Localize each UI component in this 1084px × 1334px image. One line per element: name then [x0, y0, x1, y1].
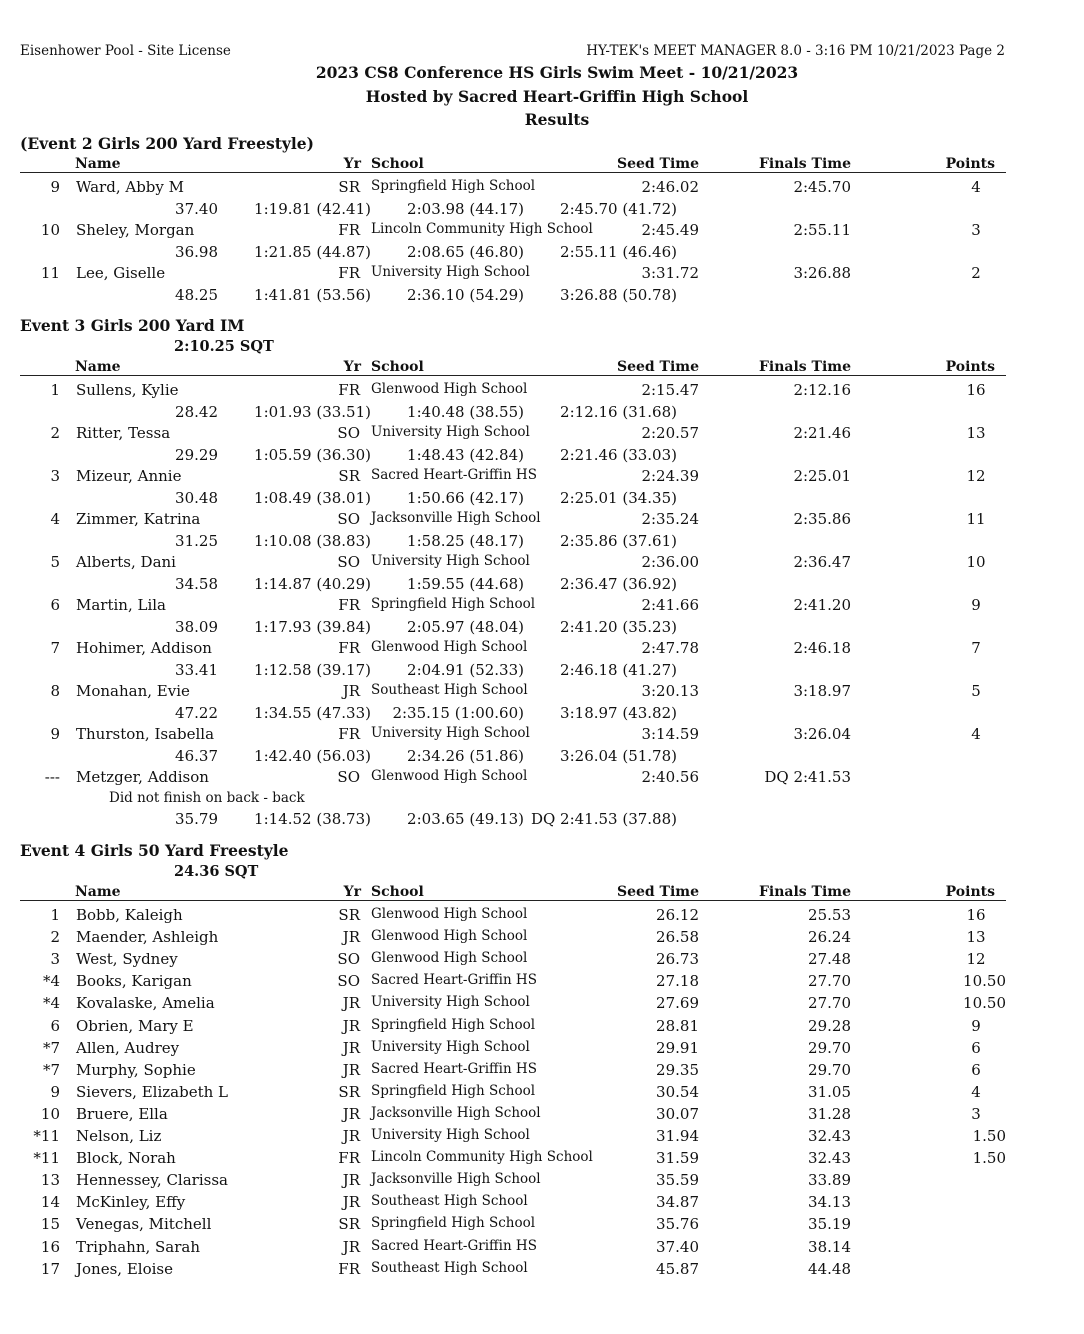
split-200: 2:35.86 (37.61)	[560, 531, 677, 550]
split-200: 2:36.47 (36.92)	[560, 574, 677, 593]
finals-time: 31.05	[808, 1082, 851, 1101]
school-name: University High School	[371, 264, 530, 280]
swimmer-name: McKinley, Effy	[76, 1193, 186, 1212]
points: 13	[966, 928, 986, 947]
school-name: Glenwood High School	[371, 928, 528, 945]
split-200: 2:41.20 (35.23)	[560, 617, 677, 636]
col-header-points: Points	[945, 359, 995, 375]
school-name: Southeast High School	[371, 682, 528, 698]
split-200: 2:12.16 (31.68)	[560, 402, 677, 421]
split-200: 3:18.97 (43.82)	[560, 703, 677, 722]
school-name: Sacred Heart-Griffin HS	[371, 972, 537, 989]
split-150: 2:36.10 (54.29)	[407, 285, 524, 304]
school-name: Jacksonville High School	[371, 1171, 541, 1188]
place: 9	[50, 725, 60, 743]
class-year: JR	[342, 1104, 360, 1123]
finals-time: 2:12.16	[793, 381, 851, 399]
col-header-yr: Yr	[343, 359, 361, 375]
swimmer-name: Obrien, Mary E	[76, 1016, 194, 1035]
place: 1	[50, 906, 60, 924]
school-name: Springfield High School	[371, 178, 536, 194]
points: 11	[966, 510, 986, 528]
class-year: FR	[338, 221, 360, 239]
swimmer-name: Books, Karigan	[76, 972, 192, 991]
place: 16	[40, 1237, 60, 1256]
points: 10.50	[963, 972, 1006, 991]
seed-time: 2:36.00	[641, 553, 699, 571]
place: *4	[42, 972, 60, 991]
class-year: FR	[338, 1149, 360, 1168]
split-100: 1:12.58 (39.17)	[254, 660, 371, 679]
points: 3	[971, 1104, 981, 1123]
seed-time: 26.73	[656, 950, 699, 969]
split-100: 1:42.40 (56.03)	[254, 746, 371, 765]
class-year: FR	[338, 639, 360, 657]
split-100: 1:08.49 (38.01)	[254, 488, 371, 507]
swimmer-name: Ward, Abby M	[76, 178, 185, 196]
split-200: 2:45.70 (41.72)	[560, 199, 677, 218]
split-100: 1:01.93 (33.51)	[254, 402, 371, 421]
seed-time: 31.94	[656, 1127, 699, 1145]
col-header-school: School	[371, 359, 424, 375]
split-50: 38.09	[175, 617, 218, 636]
col-header-name: Name	[75, 359, 121, 375]
split-50: 47.22	[175, 703, 218, 722]
split-150: 2:34.26 (51.86)	[407, 746, 524, 765]
split-150: 1:50.66 (42.17)	[407, 488, 524, 507]
split-150: 2:04.91 (52.33)	[407, 660, 524, 679]
points: 12	[966, 950, 986, 969]
split-100: 1:14.87 (40.29)	[254, 574, 371, 593]
finals-time: 2:36.47	[793, 553, 851, 571]
software-stamp: HY-TEK's MEET MANAGER 8.0 - 3:16 PM 10/21/2023 Page 2	[586, 43, 1005, 59]
finals-time: 3:26.88	[793, 264, 851, 282]
class-year: SR	[338, 1082, 360, 1101]
col-header-name: Name	[75, 884, 121, 900]
place: 17	[40, 1259, 60, 1278]
points: 12	[966, 467, 986, 485]
col-header-points: Points	[945, 884, 995, 900]
split-50: 33.41	[175, 660, 218, 679]
finals-time: 2:45.70	[793, 178, 851, 196]
finals-time: 29.70	[808, 1038, 851, 1057]
finals-time: 25.53	[808, 906, 851, 924]
split-150: 2:05.97 (48.04)	[407, 617, 524, 636]
points: 6	[971, 1038, 981, 1057]
seed-time: 3:31.72	[641, 264, 699, 282]
meet-title: 2023 CS8 Conference HS Girls Swim Meet - 10/21/2023	[315, 63, 799, 82]
class-year: JR	[342, 994, 360, 1013]
swimmer-name: Monahan, Evie	[76, 682, 190, 700]
points: 10	[966, 553, 986, 571]
seed-time: 2:15.47	[641, 381, 699, 399]
split-100: 1:10.08 (38.83)	[254, 531, 371, 550]
seed-time: 26.58	[656, 928, 699, 947]
col-header-finals: Finals Time	[758, 359, 851, 375]
swimmer-name: Lee, Giselle	[76, 264, 166, 282]
qualifying-standard: 2:10.25 SQT	[174, 338, 274, 355]
split-100: 1:19.81 (42.41)	[254, 199, 371, 218]
place: *11	[33, 1127, 60, 1145]
points: 10.50	[963, 994, 1006, 1013]
points: 16	[966, 906, 986, 924]
col-header-yr: Yr	[343, 156, 361, 172]
class-year: SR	[338, 906, 360, 924]
split-150: 2:03.98 (44.17)	[407, 199, 524, 218]
place: 9	[50, 1082, 60, 1101]
place: ---	[44, 768, 60, 786]
split-200: 2:55.11 (46.46)	[560, 242, 677, 261]
swimmer-name: Mizeur, Annie	[76, 467, 182, 485]
school-name: University High School	[371, 725, 530, 741]
split-150: 2:08.65 (46.80)	[407, 242, 524, 261]
split-50: 30.48	[175, 488, 218, 507]
finals-time: 29.70	[808, 1060, 851, 1079]
school-name: Sacred Heart-Griffin HS	[371, 1237, 537, 1254]
swimmer-name: Zimmer, Katrina	[76, 510, 201, 528]
finals-time: 31.28	[808, 1104, 851, 1123]
swimmer-name: Hohimer, Addison	[76, 639, 212, 657]
swimmer-name: Murphy, Sophie	[76, 1060, 196, 1079]
split-50: 35.79	[175, 809, 218, 828]
place: *7	[42, 1060, 60, 1079]
seed-time: 34.87	[656, 1193, 699, 1212]
split-200: 3:26.04 (51.78)	[560, 746, 677, 765]
header-rule	[20, 900, 1006, 901]
split-200: 3:26.88 (50.78)	[560, 285, 677, 304]
swimmer-name: Nelson, Liz	[76, 1127, 162, 1145]
split-200: 2:46.18 (41.27)	[560, 660, 677, 679]
col-header-school: School	[371, 156, 424, 172]
seed-time: 29.35	[656, 1060, 699, 1079]
class-year: JR	[342, 1016, 360, 1035]
split-150: 1:59.55 (44.68)	[407, 574, 524, 593]
points: 7	[971, 639, 981, 657]
points: 2	[971, 264, 981, 282]
split-100: 1:17.93 (39.84)	[254, 617, 371, 636]
seed-time: 29.91	[656, 1038, 699, 1057]
split-150: 2:35.15 (1:00.60)	[392, 703, 524, 722]
finals-time: 2:55.11	[793, 221, 851, 239]
split-100: 1:34.55 (47.33)	[254, 703, 371, 722]
school-name: Jacksonville High School	[371, 1104, 541, 1121]
seed-time: 45.87	[656, 1259, 699, 1278]
class-year: FR	[338, 264, 360, 282]
school-name: Southeast High School	[371, 1259, 528, 1276]
points: 13	[966, 424, 986, 442]
points: 9	[971, 1016, 981, 1035]
seed-time: 35.59	[656, 1171, 699, 1190]
place: 15	[40, 1215, 60, 1234]
school-name: Springfield High School	[371, 596, 536, 612]
event-title: (Event 2 Girls 200 Yard Freestyle)	[20, 134, 314, 153]
split-50: 34.58	[175, 574, 218, 593]
place: 1	[50, 381, 60, 399]
place: 6	[50, 596, 60, 614]
finals-time: 2:25.01	[793, 467, 851, 485]
class-year: JR	[342, 1060, 360, 1079]
class-year: JR	[342, 1171, 360, 1190]
seed-time: 28.81	[656, 1016, 699, 1035]
split-200: DQ 2:41.53 (37.88)	[530, 809, 677, 828]
place: 6	[50, 1016, 60, 1035]
school-name: Glenwood High School	[371, 906, 528, 922]
finals-time: 26.24	[808, 928, 851, 947]
class-year: FR	[338, 725, 360, 743]
points: 4	[971, 725, 981, 743]
class-year: JR	[342, 1193, 360, 1212]
split-150: 2:03.65 (49.13)	[407, 809, 524, 828]
finals-time: 32.43	[808, 1149, 851, 1168]
school-name: Springfield High School	[371, 1016, 536, 1033]
col-header-seed: Seed Time	[616, 359, 699, 375]
class-year: FR	[338, 381, 360, 399]
seed-time: 27.18	[656, 972, 699, 991]
finals-time: 33.89	[808, 1171, 851, 1190]
finals-time: 27.70	[808, 994, 851, 1013]
split-100: 1:41.81 (53.56)	[254, 285, 371, 304]
school-name: Lincoln Community High School	[371, 221, 593, 237]
split-150: 1:48.43 (42.84)	[407, 445, 524, 464]
place: 4	[50, 510, 60, 528]
swimmer-name: Maender, Ashleigh	[76, 928, 219, 947]
school-name: Jacksonville High School	[371, 510, 541, 526]
split-100: 1:05.59 (36.30)	[254, 445, 371, 464]
class-year: JR	[342, 1038, 360, 1057]
class-year: SR	[338, 1215, 360, 1234]
split-200: 2:21.46 (33.03)	[560, 445, 677, 464]
event-title: Event 3 Girls 200 Yard IM	[20, 316, 245, 335]
finals-time: 2:41.20	[793, 596, 851, 614]
points: 4	[971, 1082, 981, 1101]
school-name: University High School	[371, 994, 530, 1011]
swimmer-name: Allen, Audrey	[76, 1038, 180, 1057]
school-name: Glenwood High School	[371, 381, 528, 397]
finals-time: 35.19	[808, 1215, 851, 1234]
school-name: University High School	[371, 553, 530, 569]
split-50: 28.42	[175, 402, 218, 421]
finals-time: 32.43	[808, 1127, 851, 1145]
swimmer-name: Sullens, Kylie	[76, 381, 179, 399]
seed-time: 3:14.59	[641, 725, 699, 743]
split-50: 37.40	[175, 199, 218, 218]
seed-time: 2:40.56	[641, 768, 699, 786]
seed-time: 2:47.78	[641, 639, 699, 657]
class-year: SO	[337, 553, 360, 571]
split-50: 36.98	[175, 242, 218, 261]
host-line: Hosted by Sacred Heart-Griffin High School	[365, 87, 749, 106]
col-header-school: School	[371, 884, 424, 900]
seed-time: 2:41.66	[641, 596, 699, 614]
points: 1.50	[972, 1127, 1006, 1145]
school-name: University High School	[371, 1038, 530, 1055]
points: 4	[971, 178, 981, 196]
split-150: 1:58.25 (48.17)	[407, 531, 524, 550]
results-heading: Results	[524, 110, 590, 129]
swimmer-name: Bobb, Kaleigh	[76, 906, 183, 924]
school-name: Sacred Heart-Griffin HS	[371, 1060, 537, 1077]
seed-time: 3:20.13	[641, 682, 699, 700]
col-header-seed: Seed Time	[616, 156, 699, 172]
col-header-yr: Yr	[343, 884, 361, 900]
points: 9	[971, 596, 981, 614]
class-year: JR	[342, 1127, 360, 1145]
event-title: Event 4 Girls 50 Yard Freestyle	[20, 841, 289, 860]
finals-time: 3:18.97	[793, 682, 851, 700]
seed-time: 31.59	[656, 1149, 699, 1168]
school-name: Glenwood High School	[371, 950, 528, 967]
points: 16	[966, 381, 986, 399]
school-name: Springfield High School	[371, 1082, 536, 1099]
swimmer-name: Bruere, Ella	[76, 1104, 168, 1123]
place: 10	[40, 221, 60, 239]
swimmer-name: Ritter, Tessa	[76, 424, 171, 442]
finals-time: 27.48	[808, 950, 851, 969]
class-year: SO	[337, 950, 360, 969]
school-name: Springfield High School	[371, 1215, 536, 1232]
class-year: JR	[342, 1237, 360, 1256]
finals-time: 29.28	[808, 1016, 851, 1035]
swimmer-name: Hennessey, Clarissa	[76, 1171, 228, 1190]
place: 2	[50, 928, 60, 947]
col-header-seed: Seed Time	[616, 884, 699, 900]
class-year: SO	[337, 424, 360, 442]
seed-time: 30.07	[656, 1104, 699, 1123]
col-header-finals: Finals Time	[758, 156, 851, 172]
school-name: Sacred Heart-Griffin HS	[371, 467, 537, 483]
col-header-finals: Finals Time	[758, 884, 851, 900]
seed-time: 2:35.24	[641, 510, 699, 528]
qualifying-standard: 24.36 SQT	[174, 863, 259, 880]
seed-time: 2:20.57	[641, 424, 699, 442]
place: 5	[50, 553, 60, 571]
place: 10	[40, 1104, 60, 1123]
place: *4	[42, 994, 60, 1013]
class-year: SR	[338, 178, 360, 196]
finals-time: 2:35.86	[793, 510, 851, 528]
swimmer-name: Kovalaske, Amelia	[76, 994, 215, 1013]
points: 1.50	[972, 1149, 1006, 1168]
place: *7	[42, 1038, 60, 1057]
split-100: 1:14.52 (38.73)	[254, 809, 371, 828]
place: 3	[50, 467, 60, 485]
col-header-name: Name	[75, 156, 121, 172]
place: 14	[40, 1193, 60, 1212]
swimmer-name: Martin, Lila	[76, 596, 166, 614]
points: 3	[971, 221, 981, 239]
place: 8	[50, 682, 60, 700]
seed-time: 2:45.49	[641, 221, 699, 239]
class-year: FR	[338, 596, 360, 614]
seed-time: 2:46.02	[641, 178, 699, 196]
finals-time: 2:21.46	[793, 424, 851, 442]
seed-time: 37.40	[656, 1237, 699, 1256]
place: 3	[50, 950, 60, 969]
swimmer-name: Triphahn, Sarah	[76, 1237, 201, 1256]
school-name: Glenwood High School	[371, 768, 528, 784]
place: *11	[33, 1149, 60, 1168]
split-200: 2:25.01 (34.35)	[560, 488, 677, 507]
finals-time: 2:46.18	[793, 639, 851, 657]
split-50: 29.29	[175, 445, 218, 464]
school-name: University High School	[371, 1127, 530, 1143]
swimmer-name: Alberts, Dani	[76, 553, 176, 571]
class-year: SO	[337, 768, 360, 786]
swimmer-name: Thurston, Isabella	[76, 725, 215, 743]
split-50: 31.25	[175, 531, 218, 550]
license-text: Eisenhower Pool - Site License	[20, 43, 231, 59]
swimmer-name: Jones, Eloise	[76, 1259, 173, 1278]
swimmer-name: Sievers, Elizabeth L	[76, 1082, 228, 1101]
split-50: 48.25	[175, 285, 218, 304]
points: 5	[971, 682, 981, 700]
split-100: 1:21.85 (44.87)	[254, 242, 371, 261]
header-rule	[20, 172, 1006, 173]
finals-time: 3:26.04	[793, 725, 851, 743]
school-name: University High School	[371, 424, 530, 440]
place: 13	[40, 1171, 60, 1190]
school-name: Glenwood High School	[371, 639, 528, 655]
place: 11	[40, 264, 60, 282]
seed-time: 30.54	[656, 1082, 699, 1101]
dq-note: Did not finish on back - back	[109, 789, 305, 806]
split-150: 1:40.48 (38.55)	[407, 402, 524, 421]
points: 6	[971, 1060, 981, 1079]
header-rule	[20, 375, 1006, 376]
class-year: JR	[342, 682, 360, 700]
class-year: JR	[342, 928, 360, 947]
swimmer-name: Venegas, Mitchell	[76, 1215, 212, 1234]
class-year: SO	[337, 972, 360, 991]
class-year: SO	[337, 510, 360, 528]
finals-time: 27.70	[808, 972, 851, 991]
finals-time: 34.13	[808, 1193, 851, 1212]
school-name: Southeast High School	[371, 1193, 528, 1210]
school-name: Lincoln Community High School	[371, 1149, 593, 1166]
col-header-points: Points	[945, 156, 995, 172]
place: 9	[50, 178, 60, 196]
place: 2	[50, 424, 60, 442]
seed-time: 26.12	[656, 906, 699, 924]
swimmer-name: Sheley, Morgan	[76, 221, 195, 239]
swimmer-name: Metzger, Addison	[76, 768, 209, 786]
finals-time: DQ 2:41.53	[764, 768, 851, 786]
place: 7	[50, 639, 60, 657]
swimmer-name: Block, Norah	[76, 1149, 176, 1168]
seed-time: 27.69	[656, 994, 699, 1013]
finals-time: 38.14	[808, 1237, 851, 1256]
split-50: 46.37	[175, 746, 218, 765]
swimmer-name: West, Sydney	[76, 950, 178, 969]
finals-time: 44.48	[808, 1259, 851, 1278]
seed-time: 35.76	[656, 1215, 699, 1234]
class-year: SR	[338, 467, 360, 485]
seed-time: 2:24.39	[641, 467, 699, 485]
class-year: FR	[338, 1259, 360, 1278]
